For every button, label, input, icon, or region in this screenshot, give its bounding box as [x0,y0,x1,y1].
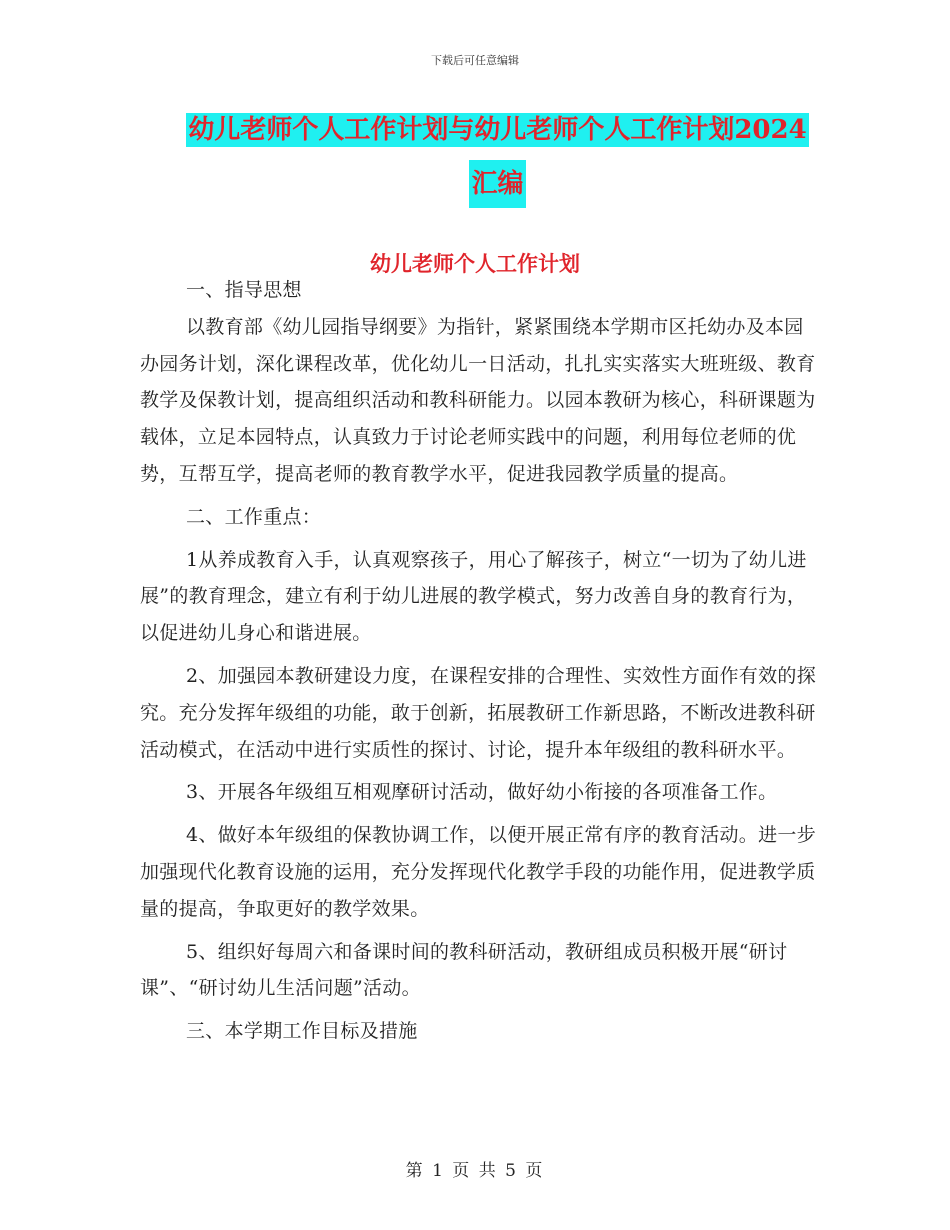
section-title: 幼儿老师个人工作计划 [370,251,580,276]
heading-goals-measures: 三、本学期工作目标及措施 [186,1020,418,1043]
paragraph-focus-4: 4、做好本年级组的保教协调工作，以便开展正常有序的教育活动。进一步加强现代化教育设施的运用，充分发挥现代化教学手段的功能作用，促进教学质量的提高，争取更好的教学效果。 [140,824,816,920]
heading-guiding-thought: 一、指导思想 [186,279,302,301]
paragraph-focus-1: 1从养成教育入手，认真观察孩子，用心了解孩子，树立“一切为了幼儿进展”的教育理念，建立有利于幼儿进展的教学模式，努力改善自身的教育行为，以促进幼儿身心和谐进展。 [140,548,807,645]
title-line-1: 幼儿老师个人工作计划与幼儿老师个人工作计划2024 [188,115,807,145]
page-number: 第 1 页 共 5 页 [405,1161,545,1181]
paragraph-focus-3: 3、开展各年级组互相观摩研讨活动，做好幼小衔接的各项准备工作。 [186,781,778,804]
paragraph-guiding-thought: 以教育部《幼儿园指导纲要》为指针，紧紧围绕本学期市区托幼办及本园办园务计划，深化课程改革，优化幼儿一日活动，扎扎实实落实大班班级、教育教学及保教计划，提高组织活动和教科研能力。以园本教研为核心，科研课题为载体，立足本园特点，认真致力于讨论老师实践中的问题，利用每位老师的优势，互帮互学，提高老师的教育教学水平，促进我园教学质量的提高。 [140,315,816,485]
document-title [185,108,810,208]
header-note: 下载后可任意编辑 [431,54,519,67]
title-line-2: 汇编 [469,160,525,208]
document-body [140,272,820,1050]
heading-work-focus: 二、工作重点： [186,505,322,528]
paragraph-focus-5: 5、组织好每周六和备课时间的教科研活动，教研组成员积极开展“研讨课”、“研讨幼儿生活问题”活动。 [140,940,788,1000]
paragraph-focus-2: 2、加强园本教研建设力度，在课程安排的合理性、实效性方面作有效的探究。充分发挥年级组的功能，敢于创新，拓展教研工作新思路，不断改进教科研活动模式，在活动中进行实质性的探讨、讨论，提升本年级组的教科研水平。 [140,664,816,761]
